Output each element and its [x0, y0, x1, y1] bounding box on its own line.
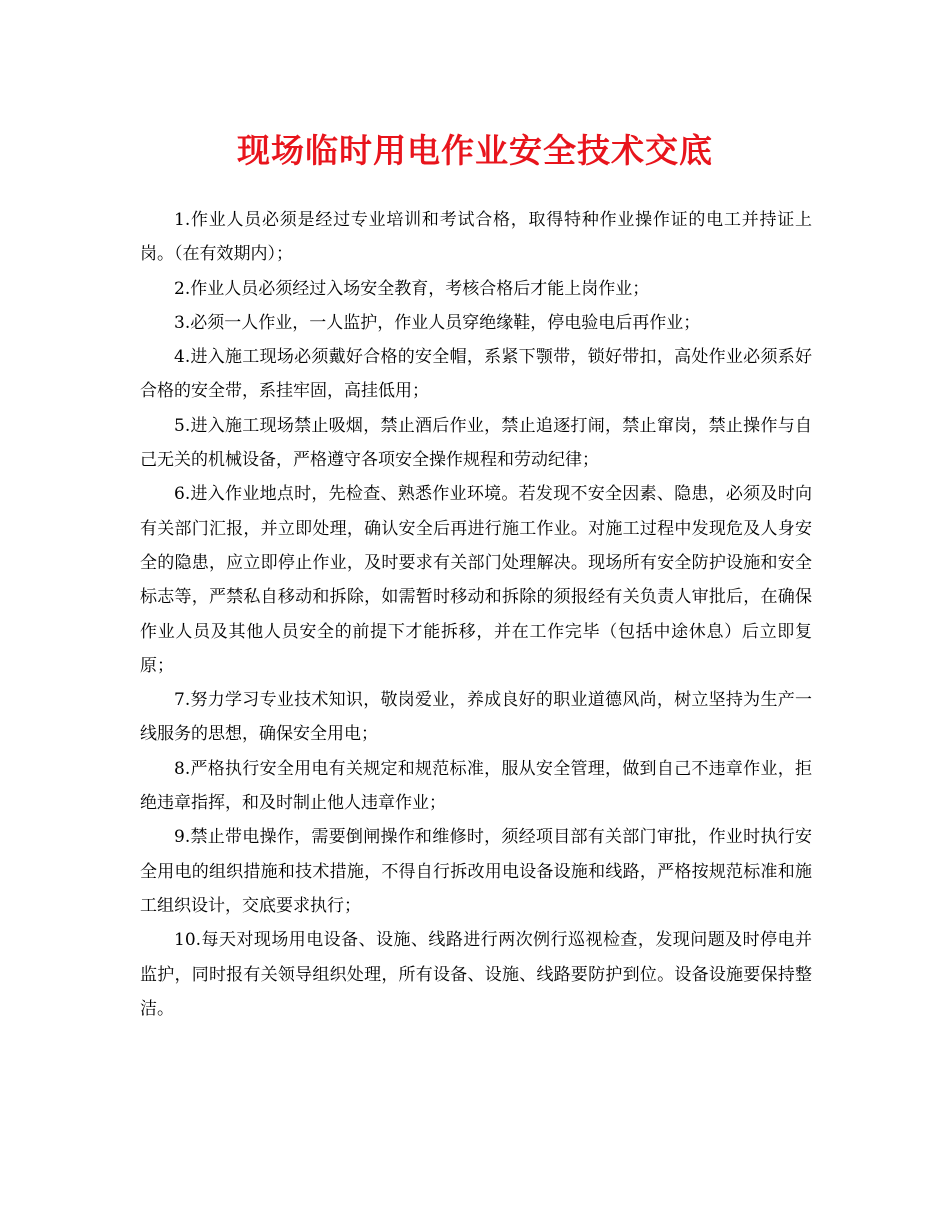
- paragraph-2: 2.作业人员必须经过入场安全教育，考核合格后才能上岗作业；: [174, 278, 650, 299]
- document-body: [140, 203, 812, 1026]
- paragraph-5: 5.进入施工现场禁止吸烟，禁止酒后作业，禁止追逐打闹，禁止窜岗，禁止操作与自己无关的机械设备，严格遵守各项安全操作规程和劳动纪律；: [140, 415, 812, 471]
- paragraph-1: 1.作业人员必须是经过专业培训和考试合格，取得特种作业操作证的电工并持证上岗。（在有效期内）；: [140, 210, 812, 265]
- document-title: 现场临时用电作业安全技术交底: [237, 131, 713, 170]
- paragraph-8: 8.严格执行安全用电有关规定和规范标准，服从安全管理，做到自己不违章作业，拒绝违章指挥，和及时制止他人违章作业；: [140, 758, 812, 814]
- paragraph-9: 9.禁止带电操作，需要倒闸操作和维修时，须经项目部有关部门审批，作业时执行安全用电的组织措施和技术措施，不得自行拆改用电设备设施和线路，严格按规范标准和施工组织设计，交底要求执行；: [140, 827, 812, 916]
- paragraph-6: 6.进入作业地点时，先检查、熟悉作业环境。若发现不安全因素、隐患，必须及时向有关部门汇报，并立即处理，确认安全后再进行施工作业。对施工过程中发现危及人身安全的隐患，应立即停止作业，及时要求有关部门处理解决。现场所有安全防护设施和安全标志等，严禁私自移动和拆除，如需暂时移动和拆除的须报经有关负责人审批后，在确保作业人员及其他人员安全的前提下才能拆移，并在工作完毕（包括中途休息）后立即复原；: [140, 484, 812, 676]
- paragraph-3: 3.必须一人作业，一人监护，作业人员穿绝缘鞋，停电验电后再作业；: [174, 312, 701, 333]
- paragraph-7: 7.努力学习专业技术知识，敬岗爱业，养成良好的职业道德风尚，树立坚持为生产一线服务的思想，确保安全用电；: [140, 690, 812, 745]
- paragraph-4: 4.进入施工现场必须戴好合格的安全帽，系紧下颚带，锁好带扣，高处作业必须系好合格的安全带，系挂牢固，高挂低用；: [140, 347, 812, 402]
- paragraph-10: 10.每天对现场用电设备、设施、线路进行两次例行巡视检查，发现问题及时停电并监护，同时报有关领导组织处理，所有设备、设施、线路要防护到位。设备设施要保持整洁。: [140, 930, 812, 1019]
